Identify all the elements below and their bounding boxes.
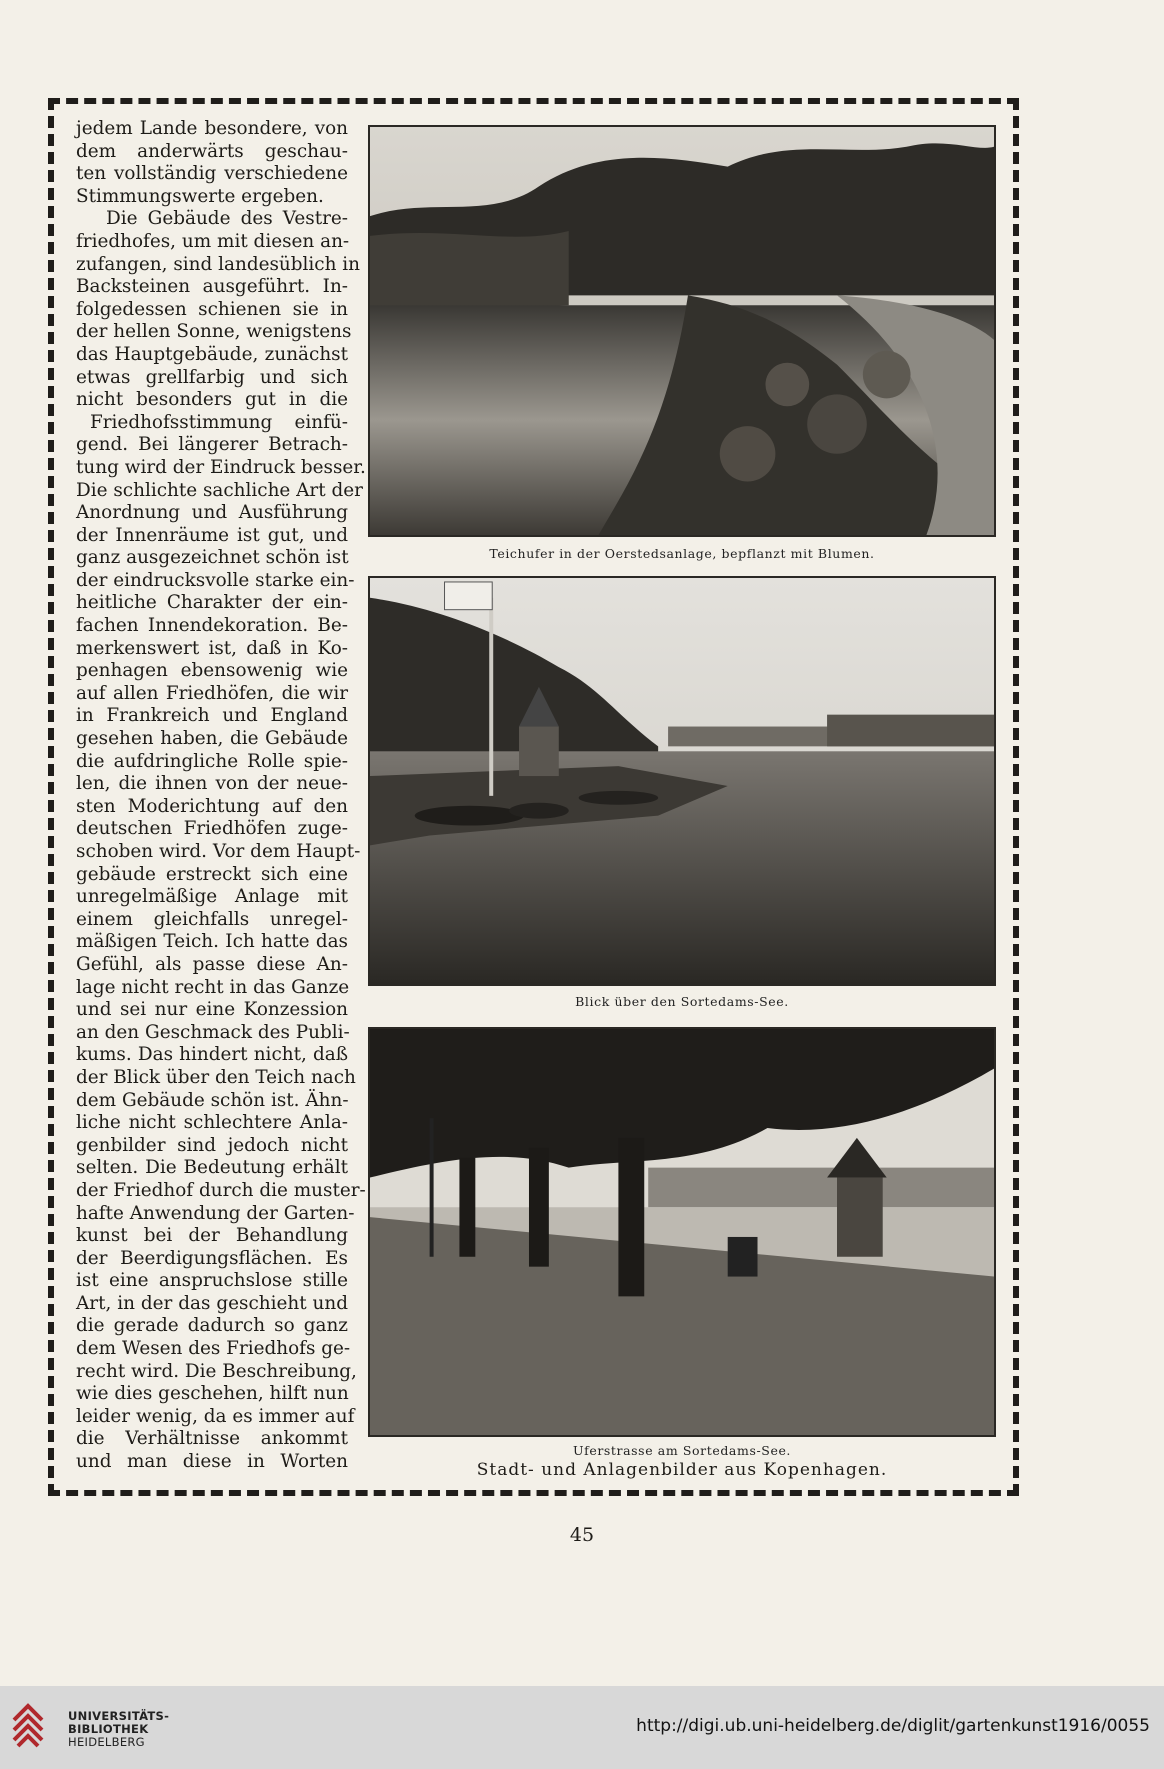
caption-photo-1: Teichufer in der Oerstedsanlage, bepflanzt mit Blumen. — [489, 546, 875, 561]
text-line: der Blick über den Teich nach — [76, 1066, 356, 1088]
text-line: len, die ihnen von der neue- — [76, 773, 348, 795]
library-name-line-3: HEIDELBERG — [68, 1735, 145, 1749]
text-line: Stimmungswerte ergeben. — [76, 185, 324, 207]
text-line: an den Geschmack des Publi- — [76, 1021, 350, 1043]
text-line: der hellen Sonne, wenigstens — [76, 321, 352, 343]
text-line: Art, in der das geschieht und — [76, 1292, 348, 1314]
text-line: hafte Anwendung der Garten- — [76, 1202, 355, 1224]
caption-photo-2: Blick über den Sortedams-See. — [575, 994, 789, 1009]
text-line: selten. Die Bedeutung erhält — [76, 1157, 348, 1179]
text-line: dem Gebäude schön ist. Ähn- — [76, 1089, 349, 1111]
text-line: der Innenräume ist gut, und — [76, 524, 348, 546]
text-line: das Hauptgebäude, zunächst — [76, 343, 348, 365]
text-line: und man diese in Worten — [76, 1451, 348, 1473]
text-line: Anordnung und Ausführung — [76, 502, 348, 524]
text-line: Gefühl, als passe diese An- — [76, 953, 348, 975]
library-name-line-2: BIBLIOTHEK — [68, 1722, 149, 1736]
text-line: merkenswert ist, daß in Ko- — [76, 637, 348, 659]
text-line: friedhofes, um mit diesen an- — [76, 230, 350, 252]
text-line: die gerade dadurch so ganz — [76, 1315, 348, 1337]
text-line: sten Moderichtung auf den — [76, 795, 348, 817]
text-line: kunst bei der Behandlung — [76, 1225, 348, 1247]
text-line: ist eine anspruchslose stille — [76, 1270, 348, 1292]
text-line: zufangen, sind landesüblich in — [76, 253, 361, 275]
text-line: gesehen haben, die Gebäude — [76, 728, 348, 750]
figure-group-caption: Stadt- und Anlagenbilder aus Kopenhagen. — [476, 1460, 888, 1480]
text-line: genbilder sind jedoch nicht — [76, 1134, 348, 1156]
page-number: 45 — [569, 1524, 595, 1546]
text-line: kums. Das hindert nicht, daß — [76, 1044, 348, 1066]
permalink-url[interactable]: http://digi.ub.uni-heidelberg.de/diglit/gartenkunst1916/0055 — [636, 1716, 1150, 1736]
text-line: die Verhältnisse ankommt — [76, 1428, 348, 1450]
text-line: lage nicht recht in das Ganze — [76, 976, 350, 998]
text-line: folgedessen schienen sie in — [76, 298, 348, 320]
library-name — [68, 1710, 169, 1749]
caption-photo-3: Uferstrasse am Sortedams-See. — [572, 1443, 792, 1458]
library-name-line-1: UNIVERSITÄTS- — [68, 1709, 170, 1723]
text-line: deutschen Friedhöfen zuge- — [76, 818, 348, 840]
text-line: tung wird der Eindruck besser. — [76, 456, 366, 478]
text-line: dem Wesen des Friedhofs ge- — [76, 1338, 351, 1360]
text-line: die aufdringliche Rolle spie- — [76, 750, 348, 772]
text-line: mäßigen Teich. Ich hatte das — [76, 931, 348, 953]
library-logo-icon — [8, 1696, 62, 1758]
viewer-footer-bar — [0, 1686, 1164, 1769]
text-line: ten vollständig verschiedene — [76, 163, 348, 185]
text-line: ganz ausgezeichnet schön ist — [76, 547, 349, 569]
text-line: gebäude erstreckt sich eine — [76, 863, 348, 885]
text-line: auf allen Friedhöfen, die wir — [76, 682, 348, 704]
text-line: jedem Lande besondere, von — [76, 118, 348, 139]
text-line: penhagen ebensowenig wie — [76, 660, 348, 682]
text-line: etwas grellfarbig und sich — [76, 366, 348, 388]
text-line: einem gleichfalls unregel- — [76, 908, 348, 930]
text-line: wie dies geschehen, hilft nun — [76, 1383, 349, 1405]
text-line: fachen Innendekoration. Be- — [76, 615, 348, 637]
photo-sortedams-lake — [368, 576, 996, 986]
photo-pond-shore — [368, 125, 996, 537]
photo-lakeside-promenade — [368, 1027, 996, 1437]
text-line: heitliche Charakter der ein- — [76, 592, 348, 614]
text-line: in Frankreich und England — [76, 705, 348, 727]
text-line: Die Gebäude des Vestre- — [106, 208, 348, 230]
text-line: der Friedhof durch die muster- — [76, 1179, 366, 1201]
text-line: recht wird. Die Beschreibung, — [76, 1360, 357, 1382]
text-line: und sei nur eine Konzession — [76, 999, 348, 1021]
text-line: der eindrucksvolle starke ein- — [76, 569, 355, 591]
text-line: gend. Bei längerer Betrach- — [76, 434, 348, 456]
text-line: Die schlichte sachliche Art der — [76, 479, 363, 501]
text-line: Friedhofsstimmung einfü- — [90, 411, 348, 433]
text-line: leider wenig, da es immer auf — [76, 1405, 355, 1427]
text-line: dem anderwärts geschau- — [76, 140, 348, 162]
text-line: unregelmäßige Anlage mit — [76, 886, 348, 908]
text-line: der Beerdigungsflächen. Es — [76, 1247, 348, 1269]
text-line: Backsteinen ausgeführt. In- — [76, 276, 348, 298]
article-text-column — [76, 118, 366, 1474]
text-line: schoben wird. Vor dem Haupt- — [76, 841, 361, 862]
text-line: liche nicht schlechtere Anla- — [76, 1112, 348, 1134]
text-line: nicht besonders gut in die — [76, 389, 348, 411]
